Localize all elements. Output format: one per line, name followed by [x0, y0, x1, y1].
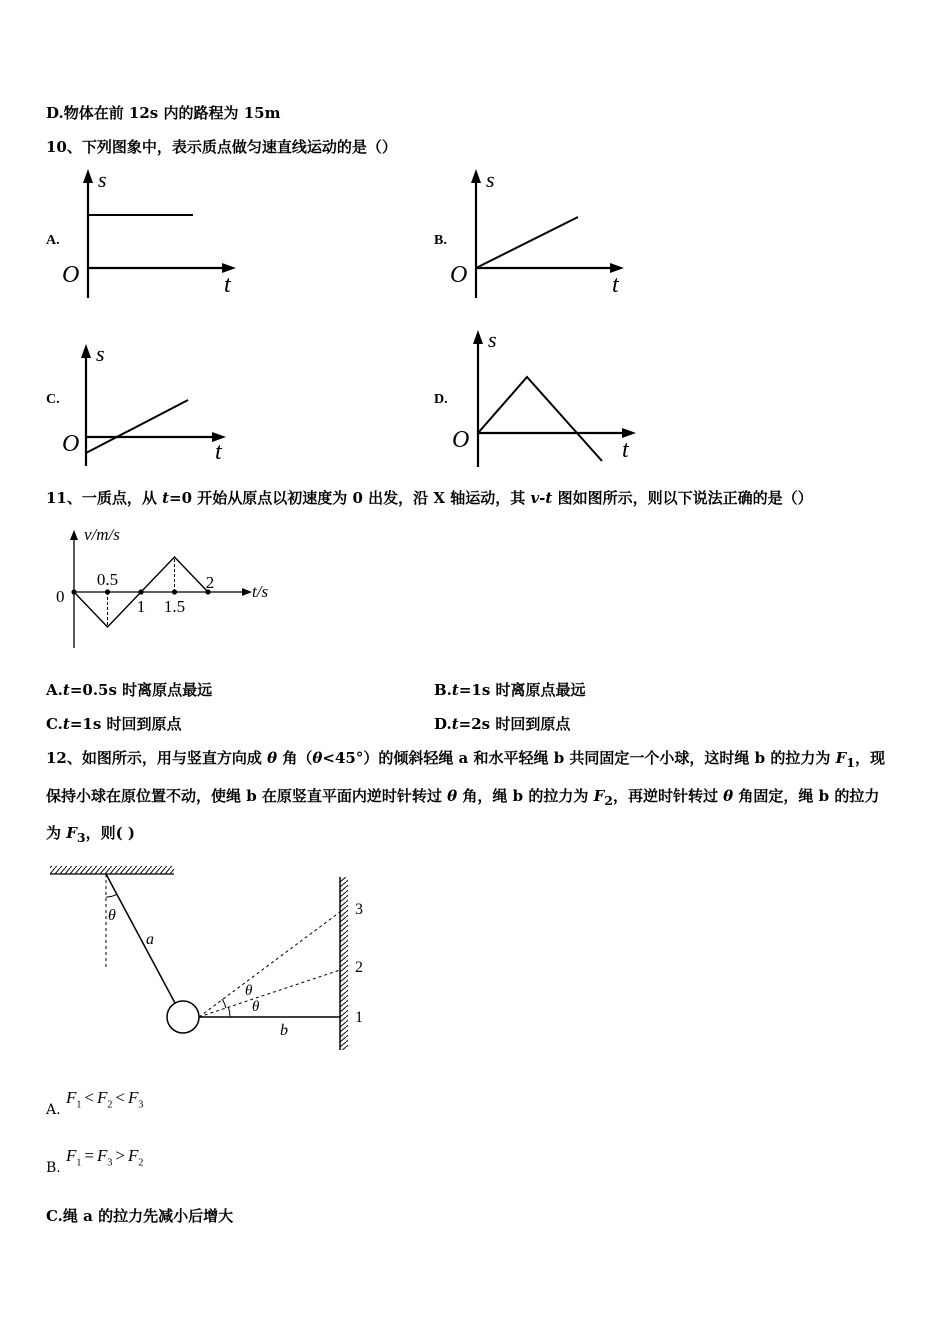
- y-axis-label: s: [488, 327, 497, 352]
- x-axis-label: t: [224, 272, 231, 298]
- position-3-label: 3: [355, 901, 363, 918]
- q12-stem-line-2: 保持小球在原位置不动，使绳 b 在原竖直平面内逆时针转过 θ 角，绳 b 的拉力为 $F_2$，再逆时针转过 θ 角固定，绳 b 的拉力: [46, 787, 880, 808]
- q10-stem: 10、下列图象中，表示质点做匀速直线运动的是（）: [46, 138, 397, 156]
- q12-stem-line-3: 为 $F_3$，则( ): [46, 824, 136, 845]
- origin-label: O: [62, 431, 80, 457]
- ceiling: [50, 866, 174, 874]
- x-axis-label: t: [215, 439, 222, 465]
- q11-option-a: A.t=0.5s 时离原点最远: [46, 681, 213, 699]
- origin-label: O: [452, 427, 470, 453]
- q10-graph-d: [450, 325, 650, 470]
- axis-point: [71, 589, 76, 594]
- position-2-label: 2: [355, 959, 363, 976]
- x-axis-label: t: [622, 437, 629, 463]
- q12-option-a-label: A.: [46, 1102, 61, 1118]
- tick-label: 1.5: [163, 597, 186, 616]
- rope-b-position-3: [199, 912, 340, 1017]
- q10-option-d-label: D.: [434, 392, 448, 407]
- q12-option-b-formula: $F_1 = F_3 > F_2$: [66, 1146, 144, 1169]
- y-axis-label: v/m/s: [84, 525, 120, 544]
- option-text: 物体在前 12s 内的路程为 15m: [63, 104, 281, 122]
- q11-option-c: C.t=1s 时回到原点: [46, 715, 182, 733]
- tick-label: 0.5: [96, 570, 119, 589]
- q10-graph-c: [60, 340, 250, 470]
- axis-point: [138, 589, 143, 594]
- axis-point: [105, 589, 110, 594]
- y-axis-label: s: [486, 167, 495, 192]
- theta-label-top: θ: [108, 907, 116, 924]
- q11-option-d: D.t=2s 时回到原点: [434, 715, 571, 733]
- q10-graph-b: [448, 165, 638, 305]
- rope-b-label: b: [280, 1022, 288, 1039]
- origin-label: O: [450, 262, 468, 288]
- tick-label: 2: [205, 573, 215, 592]
- q12-option-a-formula: $F_1 < F_2 < F_3$: [66, 1088, 144, 1111]
- y-axis-label: s: [96, 341, 105, 366]
- q10-option-a-label: A.: [46, 233, 60, 248]
- x-axis-label: t/s: [252, 582, 269, 601]
- q11-option-b: B.t=1s 时离原点最远: [434, 681, 586, 699]
- q10-option-c-label: C.: [46, 392, 60, 407]
- position-1-label: 1: [355, 1009, 363, 1026]
- option-label: D.: [46, 104, 64, 122]
- q10-graph-a: [60, 165, 250, 305]
- prev-option-d: [46, 102, 280, 123]
- theta-label-2: θ: [245, 983, 253, 999]
- q12-option-b-label: B.: [46, 1160, 61, 1176]
- ball: [167, 1001, 199, 1033]
- rope-b-position-2: [199, 970, 340, 1017]
- tick-label: 1: [136, 597, 146, 616]
- axis-point: [172, 589, 177, 594]
- rope-a: [106, 874, 175, 1003]
- q12-option-c: C.绳 a 的拉力先减小后增大: [46, 1207, 234, 1225]
- origin-label: 0: [56, 587, 65, 606]
- y-axis-label: s: [98, 167, 107, 192]
- x-axis-label: t: [612, 272, 619, 298]
- origin-label: O: [62, 262, 80, 288]
- q12-stem-line-1: 12、如图所示，用与竖直方向成 θ 角（θ<45°）的倾斜轻绳 a 和水平轻绳 b 共同固定一个小球，这时绳 b 的拉力为 $F_1$，现: [46, 749, 885, 770]
- q10-option-b-label: B.: [434, 233, 447, 248]
- rope-a-label: a: [146, 931, 154, 948]
- theta-label-1: θ: [252, 999, 260, 1015]
- q11-stem: 11、一质点，从 t=0 开始从原点以初速度为 0 出发，沿 X 轴运动，其 v-t 图如图所示，则以下说法正确的是（）: [46, 489, 813, 507]
- q11-vt-graph: [50, 522, 280, 652]
- q12-force-diagram: [40, 862, 380, 1062]
